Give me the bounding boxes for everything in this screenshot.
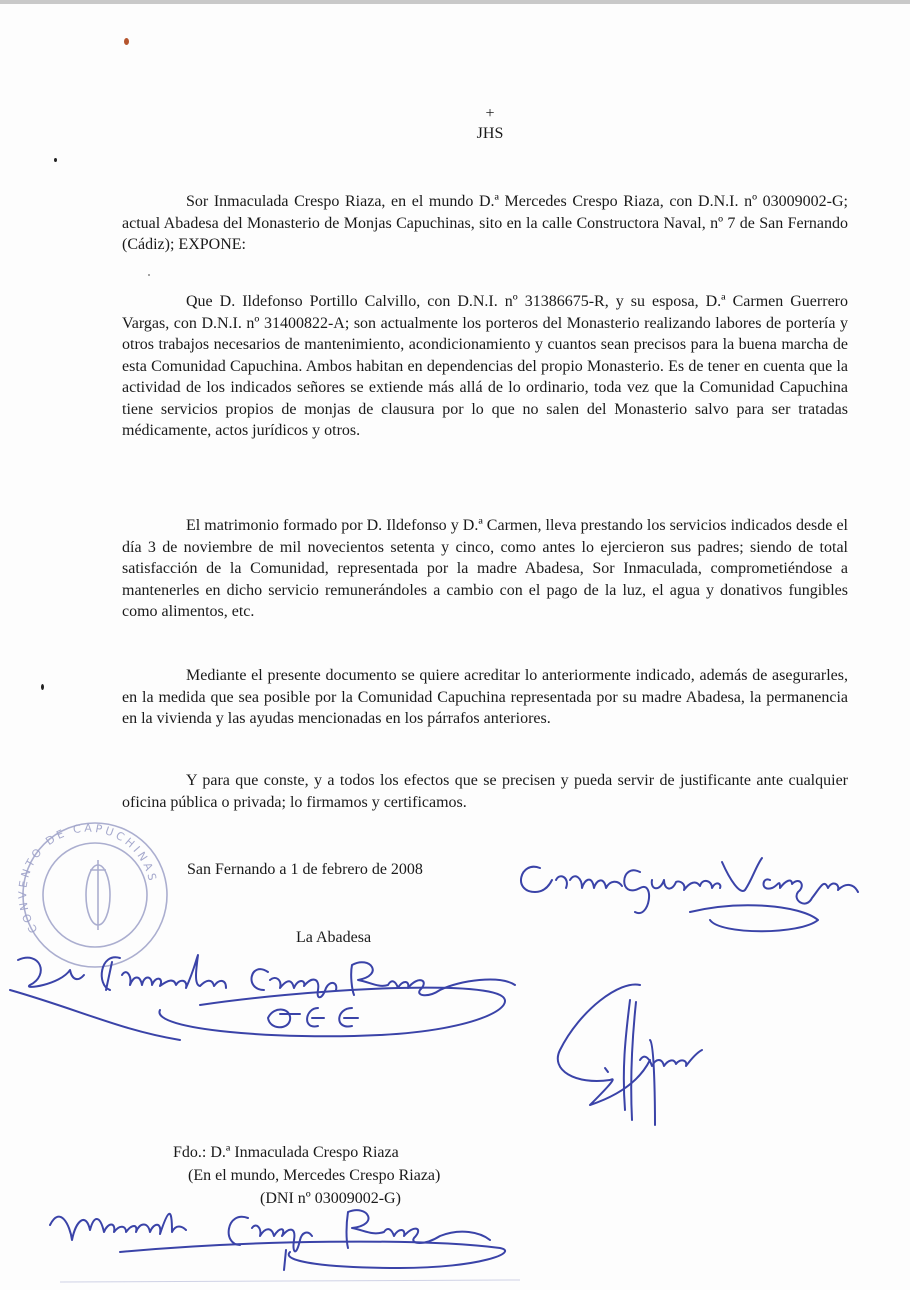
jhs-monogram: JHS xyxy=(476,125,504,142)
stamp-text: CONVENTO DE CAPUCHINAS xyxy=(16,821,160,936)
body-paragraph-2: El matrimonio formado por D. Ildefonso y D.ª Carmen, lleva prestando los servicios indicados desde el día 3 de noviembre de mil novecientos setenta y cinco, como antes lo ejercieron sus padres; siendo de total satisfacción de la Comunidad, representada por la madre Abadesa, Sor Inmaculada, comprometiéndose a mantenerles en dicho servicio remunerándoles a cambio con el pago de la luz, el agua y donativos fungibles como alimentos, etc. xyxy=(122,517,848,620)
body-paragraph-3: Mediante el presente documento se quiere acreditar lo anteriormente indicado, además de asegurarles, en la medida que sea posible por la Comunidad Capuchina representada por su madre Abadesa, la permanencia en la vivienda y las ayudas mencionadas en los párrafos anteriores. xyxy=(122,667,848,727)
body-paragraph-1: Que D. Ildefonso Portillo Calvillo, con D.N.I. nº 31386675-R, y su esposa, D.ª Carmen Guerrero Vargas, con D.N.I. nº 31400822-A; son actualmente los porteros del Monasterio realizando labores de portería y otros trabajos necesarios de mantenimiento, acondicionamiento y cuantos sean precisos para la buena marcha de esta Comunidad Capuchina. Ambos habitan en dependencias del propio Monasterio. Es de tener en cuenta que la actividad de los indicados señores se extiende más allá de lo ordinario, toda vez que la Comunidad Capuchina tiene servicios propios de monjas de clausura por lo que no salen del Monasterio salvo para ser tratadas médicamente, actos jurídicos y otros. xyxy=(122,293,848,439)
dni-line: (DNI nº 03009002-G) xyxy=(260,1190,401,1207)
signed-by-line: Fdo.: D.ª Inmaculada Crespo Riaza xyxy=(173,1144,399,1161)
cross-mark: + xyxy=(485,105,495,122)
body-paragraph-4: Y para que conste, y a todos los efectos que se precisen y pueda servir de justificante ante cualquier oficina pública o privada; lo firmamos y certificamos. xyxy=(122,772,848,811)
signer-role: La Abadesa xyxy=(296,929,372,946)
secular-name-line: (En el mundo, Mercedes Crespo Riaza) xyxy=(188,1167,441,1184)
place-date: San Fernando a 1 de febrero de 2008 xyxy=(187,861,423,878)
intro-paragraph: Sor Inmaculada Crespo Riaza, en el mundo D.ª Mercedes Crespo Riaza, con D.N.I. nº 03009002-G; actual Abadesa del Monasterio de Monjas Capuchinas, sito en la calle Constructora Naval, nº 7 de San Fernando (Cádiz); EXPONE: xyxy=(122,193,848,253)
